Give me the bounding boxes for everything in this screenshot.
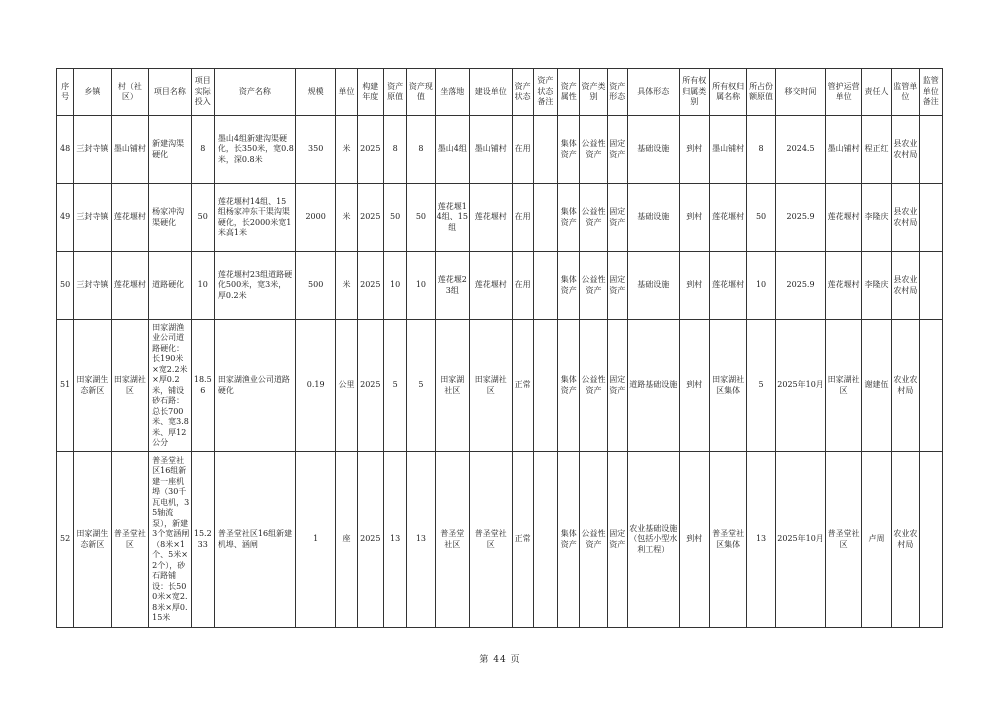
- table-cell: 10: [191, 252, 214, 320]
- table-cell: 固定资产: [607, 320, 627, 452]
- table-row: [57, 452, 943, 628]
- header-cell: 资产名称: [214, 69, 295, 116]
- table-cell: [919, 320, 943, 452]
- header-cell: 序号: [57, 69, 74, 116]
- table-cell: 县农业农村局: [892, 116, 919, 184]
- header-cell: 移交时间: [775, 69, 826, 116]
- table-cell: 13: [383, 452, 406, 628]
- table-cell: 米: [336, 116, 357, 184]
- table-cell: 普圣堂社区: [111, 452, 148, 628]
- table-cell: 莲花堰23组: [435, 252, 469, 320]
- table-cell: 集体资产: [558, 252, 580, 320]
- table-cell: 莲花堰村: [709, 184, 746, 252]
- table-cell: 道路硬化: [149, 252, 192, 320]
- table-cell: 在用: [512, 184, 533, 252]
- table-row: [57, 252, 943, 320]
- table-cell: 5: [407, 320, 435, 452]
- table-cell: 莲花堰村: [470, 184, 513, 252]
- table-cell: 48: [57, 116, 74, 184]
- table-cell: 固定资产: [607, 116, 627, 184]
- table-cell: 13: [407, 452, 435, 628]
- table-cell: 2025.9: [775, 184, 826, 252]
- table-cell: 集体资产: [558, 320, 580, 452]
- table-cell: 普圣堂社区: [470, 452, 513, 628]
- table-row: [57, 184, 943, 252]
- table-cell: 2025年10月: [775, 320, 826, 452]
- table-cell: 公益性资产: [580, 320, 607, 452]
- table-row: [57, 320, 943, 452]
- table-cell: [919, 252, 943, 320]
- table-cell: 普圣堂社区: [435, 452, 469, 628]
- table-cell: 10: [407, 252, 435, 320]
- table-cell: 田家湖渔业公司道路硬化：长190米×宽2.2米×厚0.2米，铺设砂石路：总长700米、宽3.8米、厚12公分: [149, 320, 192, 452]
- table-cell: 2000: [295, 184, 336, 252]
- header-row: [57, 69, 943, 116]
- header-cell: 乡镇: [74, 69, 111, 116]
- asset-table-container: [56, 68, 943, 628]
- table-cell: 基础设施: [627, 116, 679, 184]
- table-cell: 米: [336, 184, 357, 252]
- table-cell: 50: [407, 184, 435, 252]
- table-cell: 2025: [357, 252, 383, 320]
- table-cell: 三封寺镇: [74, 116, 111, 184]
- header-cell: 责任人: [861, 69, 891, 116]
- table-cell: 集体资产: [558, 452, 580, 628]
- table-cell: 10: [747, 252, 775, 320]
- header-cell: 具体形态: [627, 69, 679, 116]
- table-cell: 0.19: [295, 320, 336, 452]
- table-cell: 道路基础设施: [627, 320, 679, 452]
- table-cell: 墨山4组: [435, 116, 469, 184]
- table-cell: 普圣堂社区集体: [709, 452, 746, 628]
- table-cell: 田家湖生态新区: [74, 452, 111, 628]
- table-cell: 墨山4组新建沟渠硬化，长350米，宽0.8米，深0.8米: [214, 116, 295, 184]
- table-cell: 李隆庆: [861, 252, 891, 320]
- table-cell: 5: [747, 320, 775, 452]
- header-cell: 监管单位备注: [919, 69, 943, 116]
- table-cell: 到村: [679, 252, 709, 320]
- table-cell: 13: [747, 452, 775, 628]
- table-cell: 在用: [512, 252, 533, 320]
- page-number: 第 44 页: [479, 655, 521, 665]
- table-cell: 谢建伍: [861, 320, 891, 452]
- header-cell: 管护运营单位: [826, 69, 861, 116]
- table-cell: 墨山铺村: [470, 116, 513, 184]
- table-cell: 莲花堰村: [111, 252, 148, 320]
- table-cell: [533, 452, 557, 628]
- table-cell: 50: [57, 252, 74, 320]
- table-cell: [919, 184, 943, 252]
- table-cell: 莲花堰村23组道路硬化500米，宽3米，厚0.2米: [214, 252, 295, 320]
- table-cell: 普圣堂社区16组新建一座机埠（30千瓦电机，35轴流泵），新建3个宽涵闸（8米×1个、5米×2个），砂石路铺设：长500米×宽2.8米×厚0.15米: [149, 452, 192, 628]
- table-cell: 农业农村局: [892, 320, 919, 452]
- table-cell: 2025年10月: [775, 452, 826, 628]
- table-cell: 49: [57, 184, 74, 252]
- table-cell: 新建沟渠硬化: [149, 116, 192, 184]
- table-cell: 8: [191, 116, 214, 184]
- table-cell: 普圣堂社区16组新建机埠、涵闸: [214, 452, 295, 628]
- header-cell: 资产现值: [407, 69, 435, 116]
- table-cell: 固定资产: [607, 252, 627, 320]
- table-cell: 到村: [679, 116, 709, 184]
- table-cell: 500: [295, 252, 336, 320]
- header-cell: 构建年度: [357, 69, 383, 116]
- table-cell: [533, 320, 557, 452]
- table-cell: 公益性资产: [580, 252, 607, 320]
- table-cell: 固定资产: [607, 184, 627, 252]
- table-cell: 程正红: [861, 116, 891, 184]
- table-cell: 县农业农村局: [892, 184, 919, 252]
- table-cell: 卢周: [861, 452, 891, 628]
- table-cell: 杨家冲沟渠硬化: [149, 184, 192, 252]
- header-cell: 规模: [295, 69, 336, 116]
- table-cell: 固定资产: [607, 452, 627, 628]
- table-cell: 三封寺镇: [74, 252, 111, 320]
- table-cell: 2025.9: [775, 252, 826, 320]
- table-cell: 莲花堰村: [826, 252, 861, 320]
- table-cell: [919, 452, 943, 628]
- table-cell: [533, 184, 557, 252]
- header-cell: 项目名称: [149, 69, 192, 116]
- table-cell: 52: [57, 452, 74, 628]
- table-cell: 李隆庆: [861, 184, 891, 252]
- table-cell: 座: [336, 452, 357, 628]
- header-cell: 资产类别: [580, 69, 607, 116]
- table-cell: 基础设施: [627, 184, 679, 252]
- table-cell: 8: [747, 116, 775, 184]
- header-cell: 项目实际投入: [191, 69, 214, 116]
- table-cell: 公益性资产: [580, 452, 607, 628]
- table-cell: 350: [295, 116, 336, 184]
- table-cell: 8: [383, 116, 406, 184]
- table-cell: 2025: [357, 184, 383, 252]
- asset-table: [56, 68, 943, 628]
- table-cell: 田家湖社区: [111, 320, 148, 452]
- header-cell: 所有权归属名称: [709, 69, 746, 116]
- table-row: [57, 116, 943, 184]
- table-cell: 8: [407, 116, 435, 184]
- table-cell: 公益性资产: [580, 116, 607, 184]
- table-cell: 2024.5: [775, 116, 826, 184]
- table-cell: [533, 116, 557, 184]
- table-cell: 正常: [512, 320, 533, 452]
- table-cell: 农业农村局: [892, 452, 919, 628]
- header-cell: 资产状态: [512, 69, 533, 116]
- table-cell: 到村: [679, 320, 709, 452]
- table-cell: 2025: [357, 320, 383, 452]
- table-cell: 51: [57, 320, 74, 452]
- table-cell: 莲花堰14组、15组: [435, 184, 469, 252]
- table-cell: [919, 116, 943, 184]
- table-cell: 到村: [679, 184, 709, 252]
- table-cell: [533, 252, 557, 320]
- table-cell: 集体资产: [558, 116, 580, 184]
- table-cell: 1: [295, 452, 336, 628]
- table-cell: 普圣堂社区: [826, 452, 861, 628]
- table-cell: 公益性资产: [580, 184, 607, 252]
- header-cell: 资产状态备注: [533, 69, 557, 116]
- table-cell: 莲花堰村: [826, 184, 861, 252]
- table-cell: 在用: [512, 116, 533, 184]
- table-cell: 15.233: [191, 452, 214, 628]
- table-cell: 田家湖渔业公司道路硬化: [214, 320, 295, 452]
- header-cell: 坐落地: [435, 69, 469, 116]
- table-cell: 米: [336, 252, 357, 320]
- header-cell: 资产形态: [607, 69, 627, 116]
- table-cell: 县农业农村局: [892, 252, 919, 320]
- header-cell: 所占份额原值: [747, 69, 775, 116]
- table-cell: 到村: [679, 452, 709, 628]
- table-cell: 50: [383, 184, 406, 252]
- table-cell: 10: [383, 252, 406, 320]
- table-body: [57, 116, 943, 628]
- table-cell: 墨山铺村: [111, 116, 148, 184]
- table-cell: 公里: [336, 320, 357, 452]
- table-cell: 集体资产: [558, 184, 580, 252]
- table-cell: 5: [383, 320, 406, 452]
- table-cell: 基础设施: [627, 252, 679, 320]
- header-cell: 建设单位: [470, 69, 513, 116]
- table-cell: 50: [191, 184, 214, 252]
- table-cell: 墨山铺村: [709, 116, 746, 184]
- table-cell: 2025: [357, 452, 383, 628]
- table-cell: 18.56: [191, 320, 214, 452]
- table-cell: 2025: [357, 116, 383, 184]
- header-cell: 村（社区）: [111, 69, 148, 116]
- table-cell: 田家湖生态新区: [74, 320, 111, 452]
- table-cell: 农业基础设施（包括小型水利工程）: [627, 452, 679, 628]
- table-cell: 田家湖社区: [435, 320, 469, 452]
- table-cell: 墨山铺村: [826, 116, 861, 184]
- header-cell: 资产原值: [383, 69, 406, 116]
- table-cell: 莲花堰村: [709, 252, 746, 320]
- table-cell: 三封寺镇: [74, 184, 111, 252]
- table-cell: 莲花堰村: [111, 184, 148, 252]
- table-cell: 50: [747, 184, 775, 252]
- table-cell: 田家湖社区: [826, 320, 861, 452]
- header-cell: 资产属性: [558, 69, 580, 116]
- table-cell: 田家湖社区: [470, 320, 513, 452]
- table-cell: 莲花堰村: [470, 252, 513, 320]
- table-cell: 田家湖社区集体: [709, 320, 746, 452]
- table-cell: 莲花堰村14组、15组杨家冲东干渠沟渠硬化，长2000米宽1米高1米: [214, 184, 295, 252]
- header-cell: 监管单位: [892, 69, 919, 116]
- header-cell: 所有权归属类别: [679, 69, 709, 116]
- table-cell: 正常: [512, 452, 533, 628]
- header-cell: 单位: [336, 69, 357, 116]
